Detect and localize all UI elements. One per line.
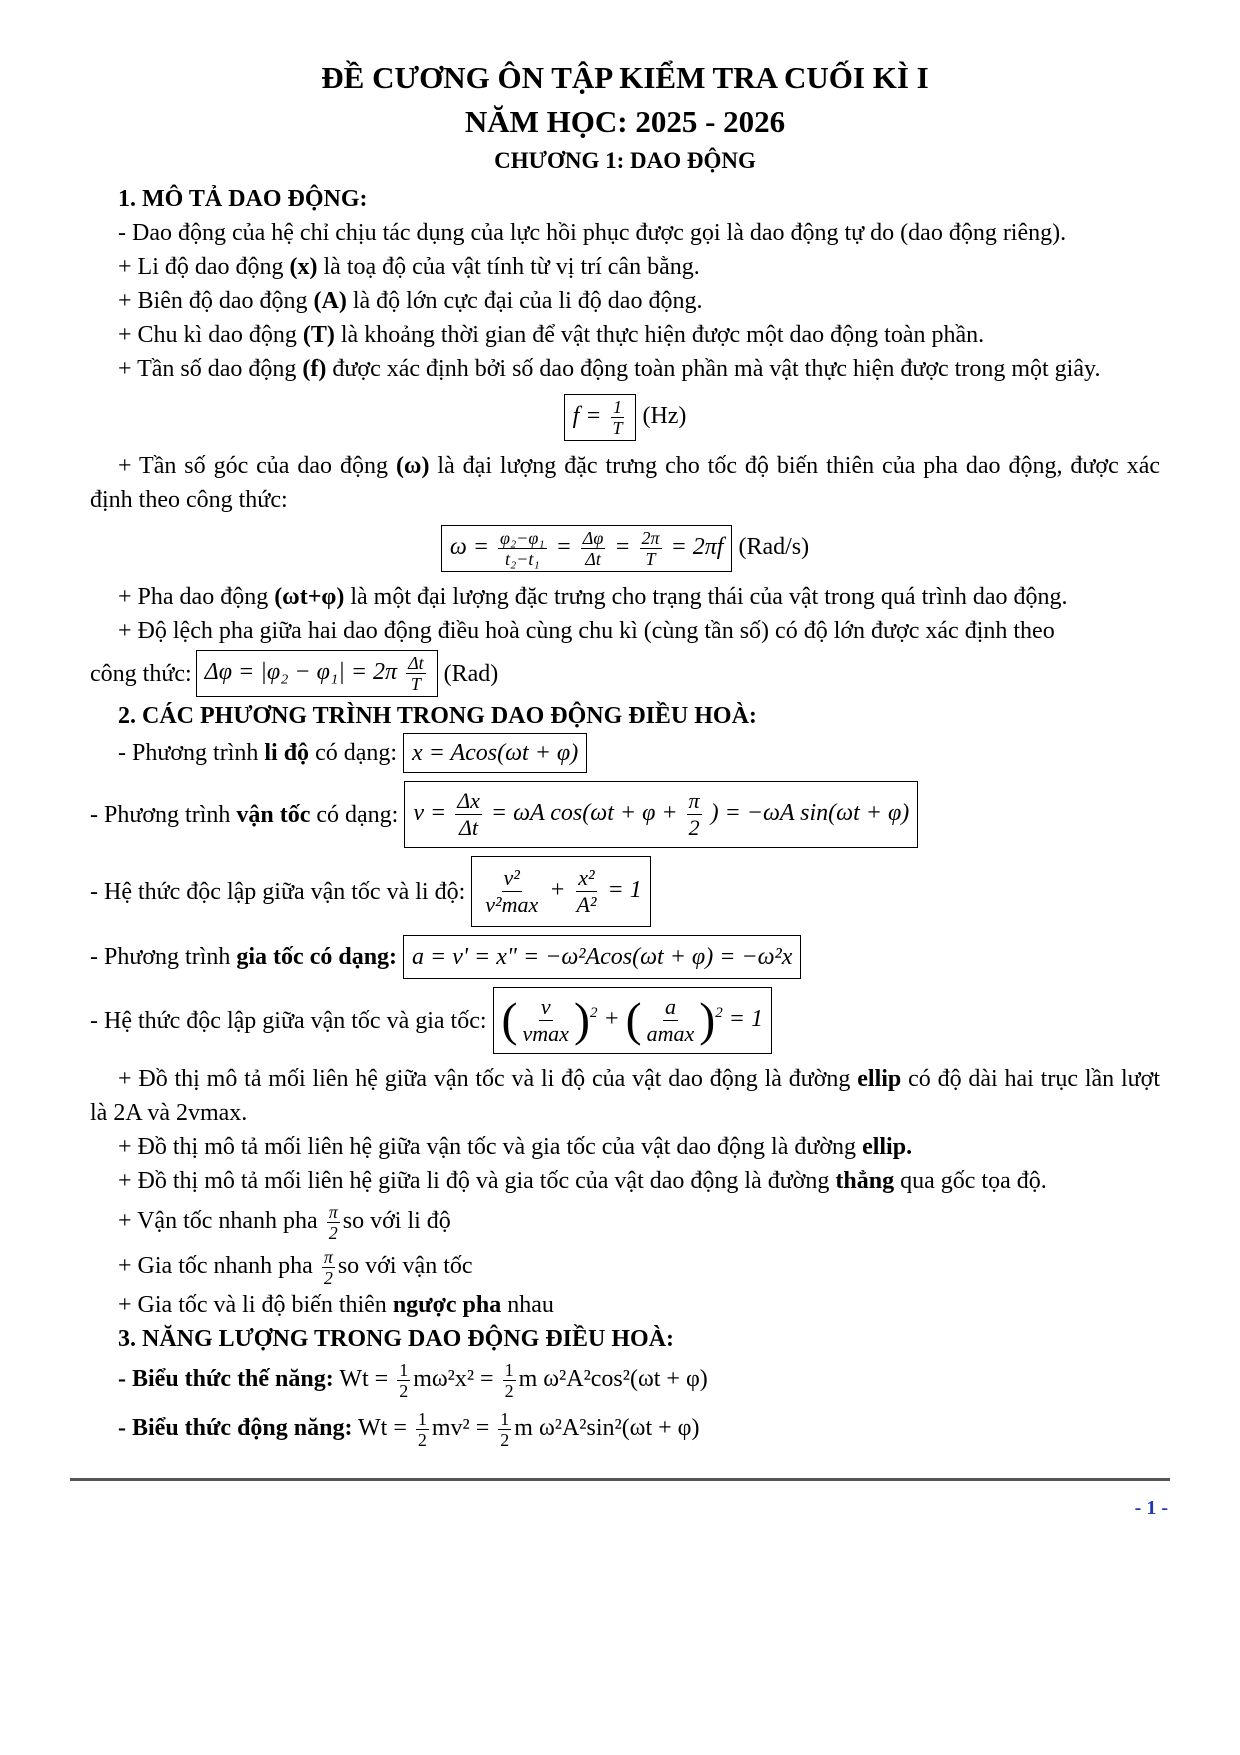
paragraph: + Gia tốc nhanh pha $\frac{\pi}{2}$ so với vận tốc	[118, 1247, 473, 1288]
paragraph: + Tần số dao động (f) được xác định bởi số dao động toàn phần mà vật thực hiện được trong một giây.	[118, 356, 1101, 382]
paragraph: + Tần số góc của dao động (ω) là đại lượng đặc trưng cho tốc độ biến thiên của pha dao động, được xác định theo công thức:	[90, 453, 1160, 513]
paragraph: + Đồ thị mô tả mối liên hệ giữa vận tốc và gia tốc của vật dao động là đường ellip.	[118, 1134, 913, 1160]
equation-velocity: - Phương trình vận tốc có dạng: v = $\frac{\Delta x}{\Delta t}$ = ωA cos(ωt + φ + $\frac{\pi}{2}$ ) = −ωA sin(ωt + φ)	[90, 781, 1160, 848]
paragraph: - Dao động của hệ chỉ chịu tác dụng của lực hồi phục được gọi là dao động tự do (dao động riêng).	[118, 220, 1067, 246]
formula-phase-difference: công thức: Δφ = |φ₂ − φ₁| = 2π $\frac{\Delta t}{T}$ (Rad)	[90, 650, 1160, 697]
section-heading: 2. CÁC PHƯƠNG TRÌNH TRONG DAO ĐỘNG ĐIỀU HOÀ:	[118, 703, 757, 729]
document-page	[90, 56, 1160, 1450]
chapter-title: CHƯƠNG 1: DAO ĐỘNG	[494, 148, 756, 173]
paragraph: + Chu kì dao động (T) là khoảng thời gian để vật thực hiện được một dao động toàn phần.	[118, 322, 985, 348]
equation-displacement: - Phương trình li độ có dạng: x = Acos(ωt + φ)	[118, 733, 1160, 773]
formula-potential-energy: - Biểu thức thế năng: Wt = $\frac{1}{2}$ mω²x² = $\frac{1}{2}$ m ω²A²cos²(ωt + φ)	[118, 1360, 708, 1401]
relation-velocity-acceleration: - Hệ thức độc lập giữa vận tốc và gia tốc: ( $\frac{v}{vmax}$ )$^2$ + ( $\frac{a}{amax}$ )$^2$ = 1	[90, 987, 1160, 1054]
section-heading: 1. MÔ TẢ DAO ĐỘNG:	[118, 186, 368, 212]
school-year: NĂM HỌC: 2025 - 2026	[464, 104, 786, 139]
paragraph: + Gia tốc và li độ biến thiên ngược pha nhau	[118, 1292, 554, 1318]
paragraph: + Độ lệch pha giữa hai dao động điều hoà cùng chu kì (cùng tần số) có độ lớn được xác định theo	[118, 618, 1055, 644]
formula-kinetic-energy: - Biểu thức động năng: Wt = $\frac{1}{2}$ mv² = $\frac{1}{2}$ m ω²A²sin²(ωt + φ)	[118, 1409, 700, 1450]
paragraph: + Biên độ dao động (A) là độ lớn cực đại của li độ dao động.	[118, 288, 703, 314]
formula-frequency: f = $\frac{1}{T}$ (Hz)	[90, 394, 1160, 441]
paragraph: + Đồ thị mô tả mối liên hệ giữa li độ và gia tốc của vật dao động là đường thẳng qua gốc tọa độ.	[118, 1168, 1047, 1194]
page-number: - 1 -	[1134, 1497, 1168, 1519]
equation-acceleration: - Phương trình gia tốc có dạng: a = v' = x" = −ω²Acos(ωt + φ) = −ω²x	[90, 935, 1160, 979]
relation-velocity-displacement: - Hệ thức độc lập giữa vận tốc và li độ: $\frac{\text{v²}}{\text{v²max}}$ + $\frac{\text{x²}}{\text{A²}}$ = 1	[90, 856, 1160, 927]
paragraph: + Đồ thị mô tả mối liên hệ giữa vận tốc và li độ của vật dao động là đường ellip có độ dài hai trục lần lượt là 2A và 2vmax.	[90, 1066, 1160, 1126]
section-heading: 3. NĂNG LƯỢNG TRONG DAO ĐỘNG ĐIỀU HOÀ:	[118, 1326, 675, 1352]
paragraph: + Pha dao động (ωt+φ) là một đại lượng đặc trưng cho trạng thái của vật trong quá trình dao động.	[118, 584, 1068, 610]
paragraph: + Vận tốc nhanh pha $\frac{\pi}{2}$ so với li độ	[118, 1202, 451, 1243]
doc-title: ĐỀ CƯƠNG ÔN TẬP KIỂM TRA CUỐI KÌ I	[321, 60, 929, 95]
footer-divider	[70, 1478, 1170, 1481]
formula-angular-frequency: ω = $\frac{\text{φ₂−φ₁}}{\text{t₂−t₁}}$ = $\frac{\Delta\varphi}{\Delta t}$ = $\frac{2\pi}{T}$ = 2πf (Rad/s)	[90, 525, 1160, 572]
paragraph: + Li độ dao động (x) là toạ độ của vật tính từ vị trí cân bằng.	[118, 254, 700, 280]
